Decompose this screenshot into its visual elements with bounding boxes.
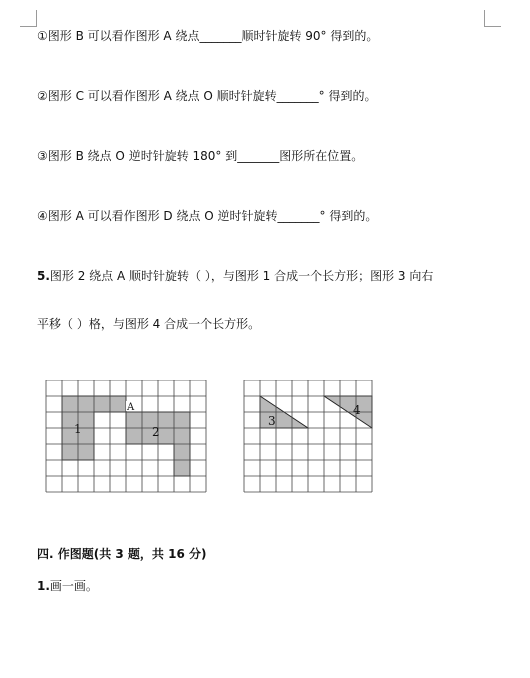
question-2-text: ②图形 C 可以看作图形 A 绕点 O 顺时针旋转_______° 得到的。 xyxy=(37,89,377,103)
label-4: 4 xyxy=(353,403,361,417)
section-item-1-text: 画一画。 xyxy=(49,579,98,593)
section-item-1 xyxy=(37,578,98,594)
label-2: 2 xyxy=(152,425,160,439)
rotation-grid-figure xyxy=(44,380,208,496)
question-5-line-2: 平移（ ）格，与图形 4 合成一个长方形。 xyxy=(37,317,261,331)
question-5-line-1 xyxy=(37,268,433,284)
question-3-text: ③图形 B 绕点 O 逆时针旋转 180° 到_______图形所在位置。 xyxy=(37,149,364,163)
section-heading: 四. 作图题(共 3 题，共 16 分) xyxy=(37,547,207,561)
label-3: 3 xyxy=(268,414,276,428)
page-corner-mark-left xyxy=(20,10,37,27)
translation-grid-figure xyxy=(243,380,377,496)
section-item-1-number: 1. xyxy=(37,579,50,593)
question-5-number: 5. xyxy=(37,269,50,283)
page-corner-mark-right xyxy=(484,10,501,27)
question-4-text: ④图形 A 可以看作图形 D 绕点 O 逆时针旋转_______° 得到的。 xyxy=(37,209,378,223)
label-point-a: A xyxy=(127,402,135,413)
question-1-text: ①图形 B 可以看作图形 A 绕点_______顺时针旋转 90° 得到的。 xyxy=(37,29,379,43)
label-1: 1 xyxy=(74,422,82,436)
question-5-text: 图形 2 绕点 A 顺时针旋转（ ），与图形 1 合成一个长方形；图形 3 向右 xyxy=(49,269,434,283)
